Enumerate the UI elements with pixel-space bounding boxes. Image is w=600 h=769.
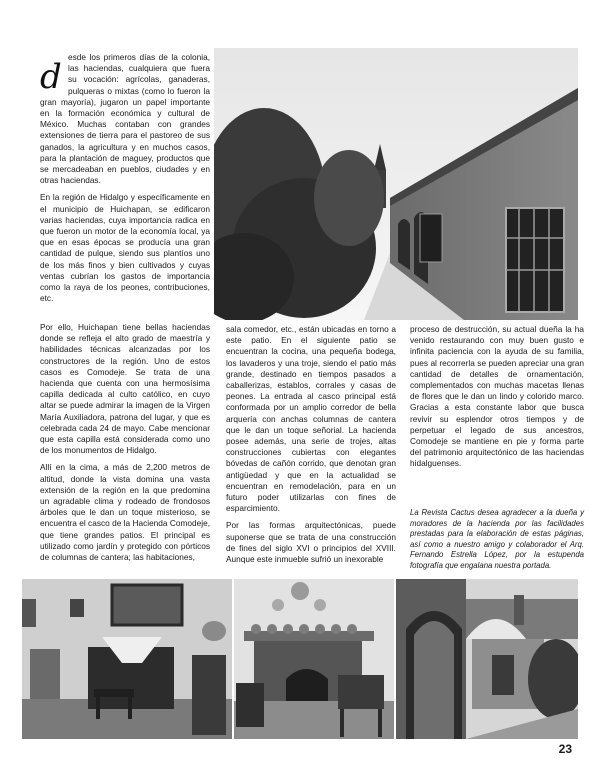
hacienda-exterior-photo [214, 48, 578, 320]
drop-cap: d [40, 57, 62, 97]
paragraph-intro: desde los primeros días de la colonia, las haciendas, cualquiera que fuera su vocación: agrícolas, ganaderas, pulqueras o mixtas (como lo fueron la gran mayoría), jugaron un papel importante en la formación económica y cultural de México. Muchas contaban con grandes extensiones de tierra para el pastoreo de sus ganados, la agricultura y en muchos casos, para la plantación de maguey, productos que se mercadeaban en pueblos, ciudades y en otras haciendas. [40, 52, 210, 186]
courtyard-arches-photo [396, 579, 578, 739]
paragraph-cima: Allí en la cima, a más de 2,200 metros de altitud, donde la vista domina una vasta extensión de la región en la que predomina un agradable clima y rodeado de frondosos árboles que le dan un toque misterioso, se encuentra el casco de la Hacienda Comodeje, que tiene grandes patios. El principal es utilizado como jardín y protegido con pórticos de columnas de cantera; las habitaciones, [40, 462, 210, 563]
paragraph-hidalgo: En la región de Hidalgo y específicamente en el municipio de Huichapan, se edificaron varias haciendas, cuya importancia radica en que fueron un motor de la economía local, ya que en esas épocas se producía una gran cantidad de pulque, siendo sus plantíos uno de los más finos y bien cultivados y cuyas ventas cubrían los gastos de importancia como la raya de los peones, contribuciones, etc. [40, 192, 210, 304]
article-column-left [40, 52, 210, 310]
article-column-middle [226, 324, 396, 571]
acknowledgment-caption: La Revista Cactus desea agradecer a la dueña y moradores de la hacienda por las facilidades prestadas para la elaboración de estas páginas, así como a nuestro amigo y colaborador el Arq. Fernando Estrella López, por la estupenda fotografía que engalana nuestra portada. [410, 508, 584, 570]
article-column-right [410, 324, 584, 476]
interior-piano-image [22, 579, 232, 739]
courtyard-arches-image [396, 579, 578, 739]
paragraph-patios: sala comedor, etc., están ubicadas en torno a este patio. En el siguiente patio se encuentran la cocina, una pequeña bodega, los lavaderos y una troje, siendo el patio más grande, destinado en tiempos pasados a caballerizas, establos, corrales y casas de peones. La entrada al casco principal está conformada por un amplio corredor de bella arquería con anchas columnas de cantera que le dan un toque señorial. La hacienda posee además, una serie de trojes, altas construcciones cubiertas con elegantes bóvedas de cañón corrido, que denotan gran antigüedad y que en la actualidad se encuentran en remodelación, para en un futuro poder utilizarlas con fines de esparcimiento. [226, 324, 396, 514]
interior-piano-photo [22, 579, 232, 739]
page-number: 23 [558, 742, 572, 756]
paragraph-restauracion: proceso de destrucción, su actual dueña la ha venido restaurando con muy buen gusto e infinita paciencia con la ayuda de su familia, pues al recorrerla se pueden apreciar una gran cantidad de detalles de ornamentación, complementados con muchas macetas llenas de flores que le dan un lindo y colorido marco. Gracias a esta constante labor que busca revivir su esplendor otros tiempos y de perpetuar el legado de sus ancestros, Comodeje se mantiene en pie y forma parte del patrimonio arquitectónico de las haciendas hidalguenses. [410, 324, 584, 469]
paragraph-formas: Por las formas arquitectónicas, puede suponerse que se trata de una construcción de fines del siglo XVI o principios del XVIII. Aunque este inmueble sufrió un inexorable [226, 520, 396, 565]
kitchen-photo [234, 579, 394, 739]
hacienda-exterior-image [214, 48, 578, 320]
paragraph-comodeje: Por ello, Huichapan tiene bellas haciendas donde se refleja el alto grado de maestría y habilidades técnicas alcanzadas por los constructores de la región. Uno de estos casos es Comodeje. Se trata de una hacienda que cuenta con una hermosísima capilla dedicada al culto católico, en cuyo altar se puede admirar la imagen de la Virgen María Auxiliadora, patrona del lugar, y que es celebrada cada 24 de mayo. Cabe mencionar que esta capilla está considerada como uno de los monumentos de Hidalgo. [40, 322, 210, 456]
kitchen-image [234, 579, 394, 739]
article-column-left-lower [40, 322, 210, 569]
